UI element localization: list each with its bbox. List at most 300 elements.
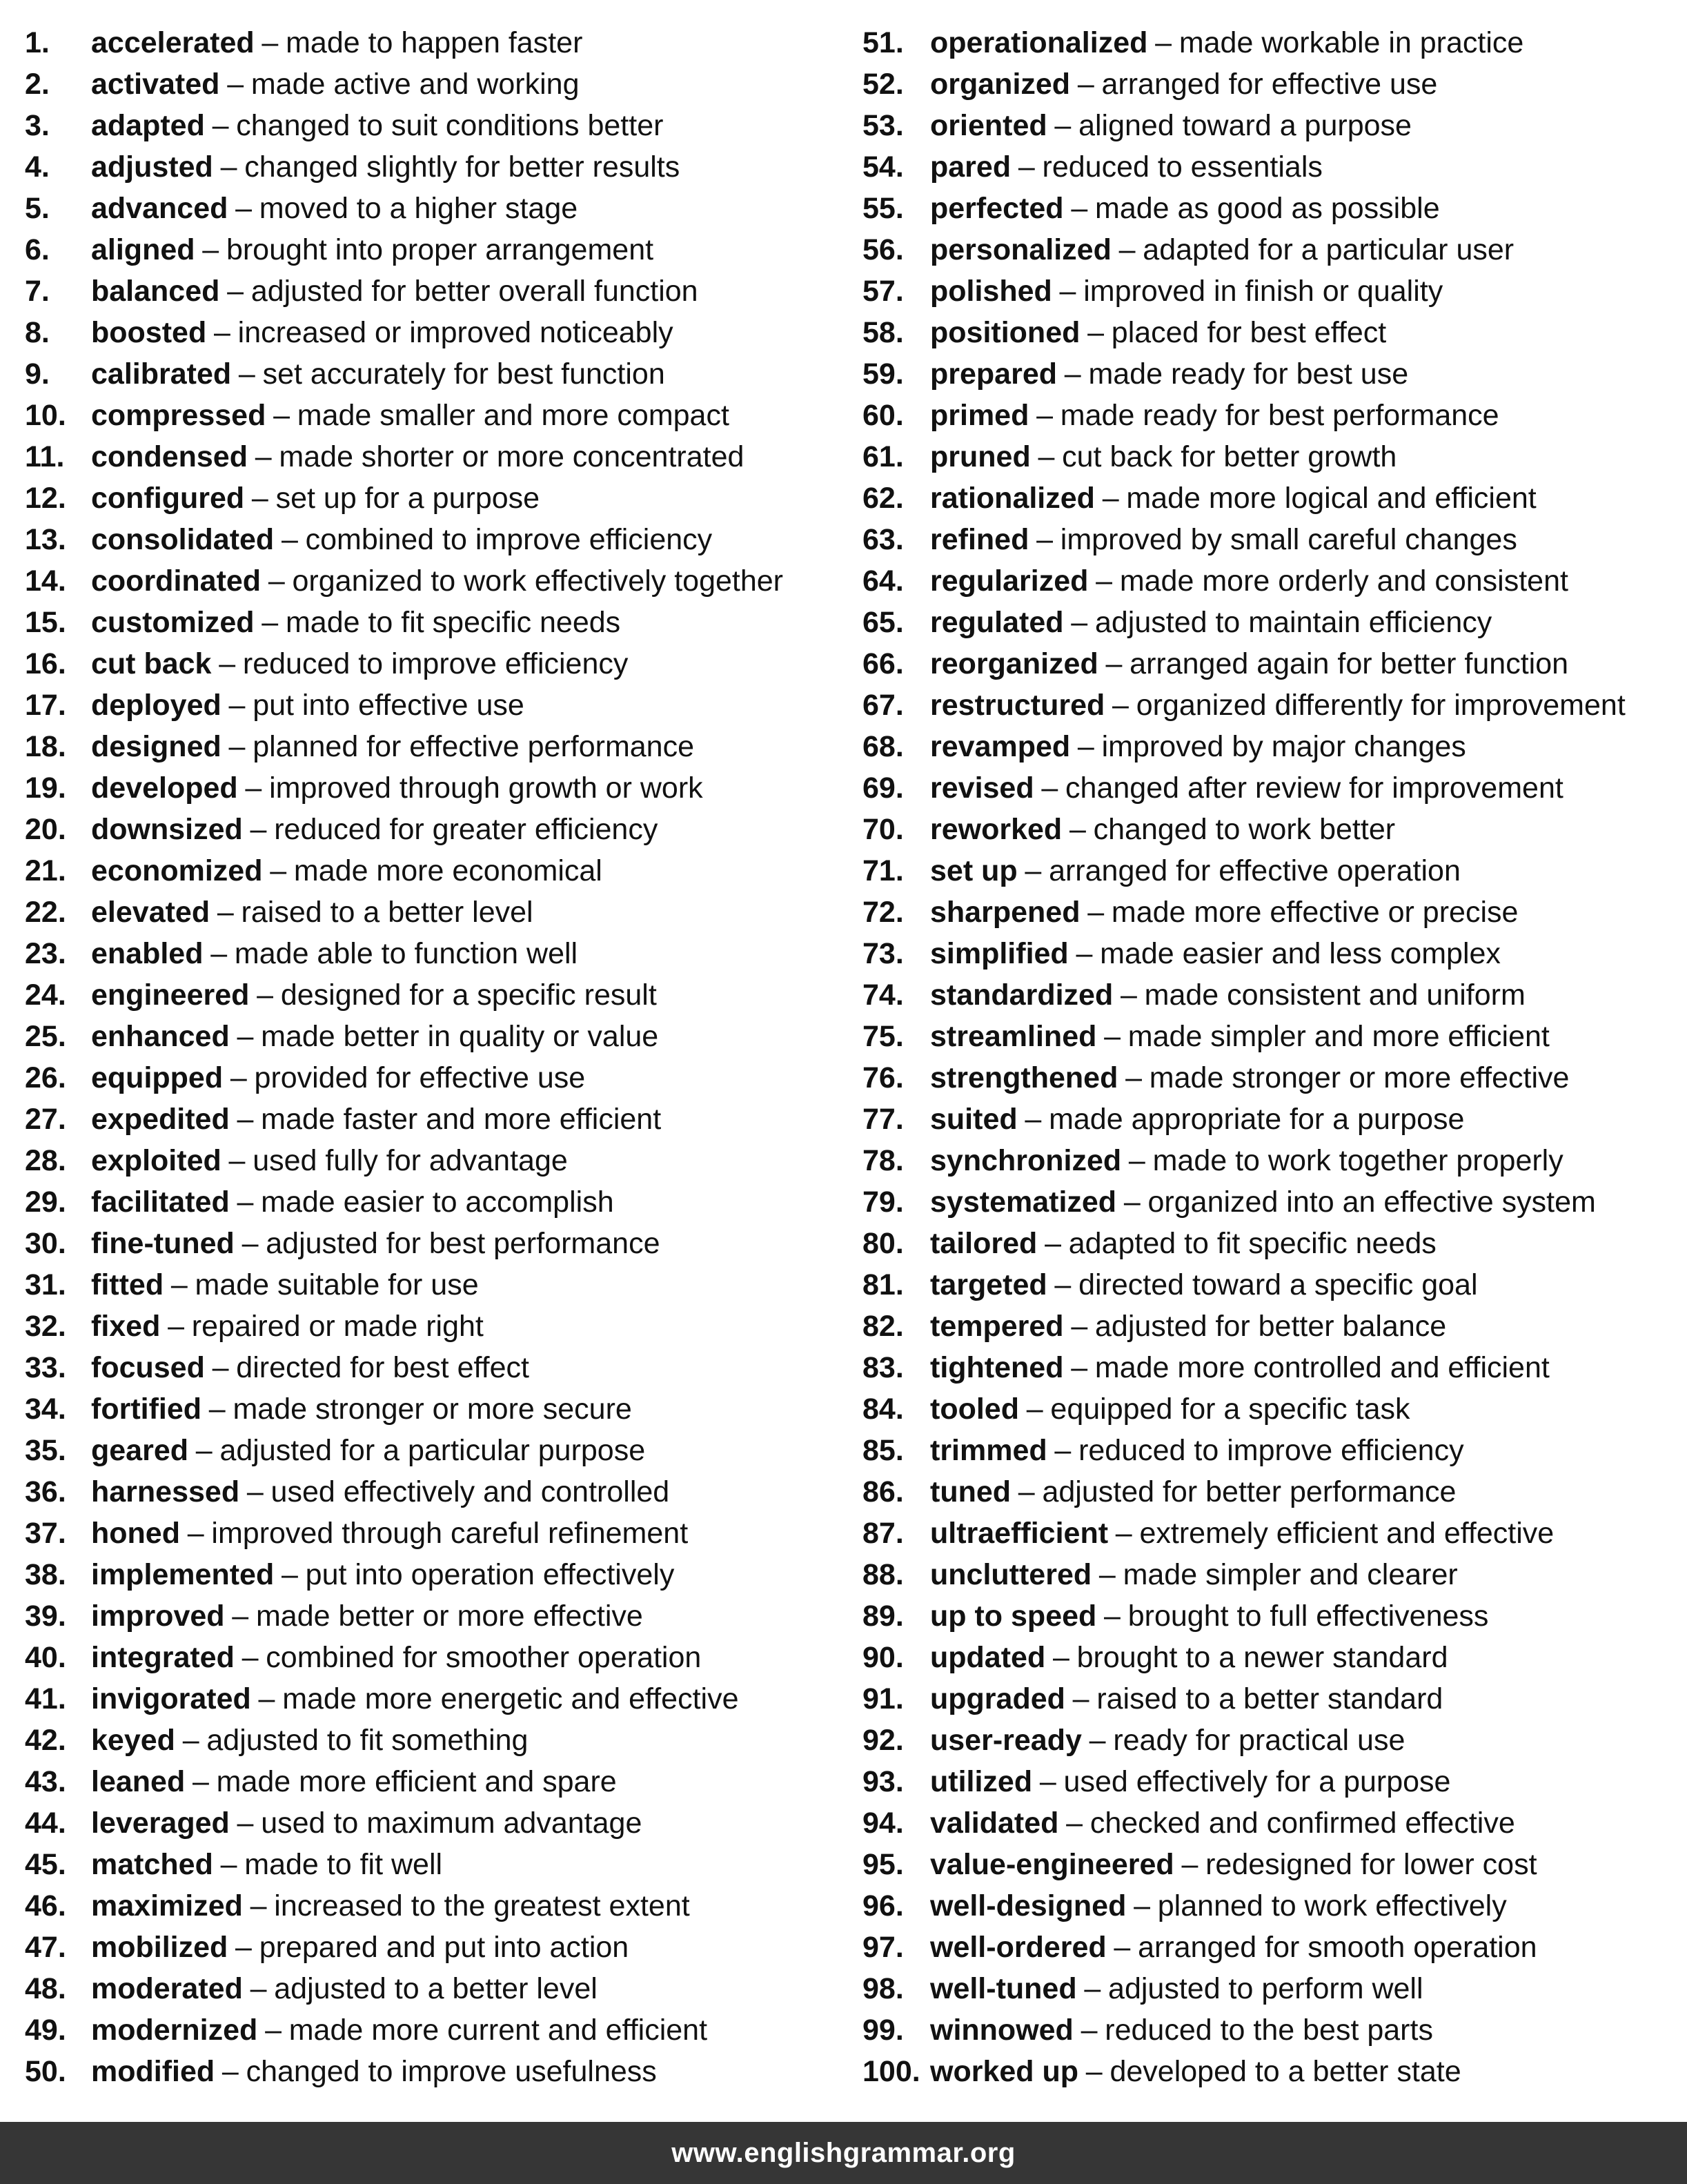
item-separator: – <box>1102 482 1119 515</box>
item-definition: raised to a better standard <box>1096 1682 1443 1715</box>
item-separator: – <box>168 1310 185 1343</box>
item-number: 58. <box>862 316 904 349</box>
list-item <box>25 229 846 270</box>
item-term: harnessed <box>91 1475 240 1508</box>
item-number: 13. <box>25 523 66 556</box>
item-number: 41. <box>25 1682 66 1715</box>
list-item <box>25 1595 846 1637</box>
item-number: 50. <box>25 2055 66 2088</box>
item-number: 21. <box>25 854 66 887</box>
item-separator: – <box>1104 1020 1121 1053</box>
list-item <box>25 1761 846 1802</box>
item-number: 83. <box>862 1351 904 1384</box>
item-number: 18. <box>25 730 66 763</box>
list-item <box>862 1223 1677 1264</box>
item-definition: prepared and put into action <box>259 1931 629 1964</box>
item-term: condensed <box>91 440 248 473</box>
item-definition: organized into an effective system <box>1147 1186 1596 1219</box>
item-definition: used effectively for a purpose <box>1063 1765 1451 1798</box>
item-separator: – <box>1096 564 1113 598</box>
item-definition: used effectively and controlled <box>270 1475 670 1508</box>
item-separator: – <box>1081 2014 1098 2047</box>
list-item <box>25 1554 846 1595</box>
item-separator: – <box>228 1144 246 1177</box>
list-item <box>862 229 1677 270</box>
list-item <box>25 1347 846 1388</box>
item-separator: – <box>1087 896 1105 929</box>
list-item <box>862 560 1677 602</box>
item-number: 12. <box>25 482 66 515</box>
item-separator: – <box>170 1268 188 1301</box>
item-term: upgraded <box>930 1682 1065 1715</box>
item-number: 96. <box>862 1889 904 1922</box>
item-number: 40. <box>25 1641 66 1674</box>
item-definition: adapted for a particular user <box>1143 233 1515 266</box>
item-term: validated <box>930 1807 1059 1840</box>
item-definition: adjusted for best performance <box>266 1227 660 1260</box>
item-definition: adjusted to perform well <box>1108 1972 1423 2005</box>
item-number: 63. <box>862 523 904 556</box>
item-term: tuned <box>930 1475 1012 1508</box>
item-separator: – <box>241 1227 259 1260</box>
item-definition: improved by small careful changes <box>1060 523 1517 556</box>
item-number: 14. <box>25 564 66 598</box>
item-definition: arranged for effective operation <box>1049 854 1461 887</box>
item-number: 8. <box>25 316 50 349</box>
item-number: 7. <box>25 275 50 308</box>
item-separator: – <box>1039 1765 1056 1798</box>
item-term: standardized <box>930 978 1114 1012</box>
item-term: reorganized <box>930 647 1098 680</box>
item-definition: developed to a better state <box>1109 2055 1461 2088</box>
item-number: 60. <box>862 399 904 432</box>
list-item <box>25 726 846 767</box>
list-item <box>25 560 846 602</box>
item-definition: made more orderly and consistent <box>1119 564 1568 598</box>
item-definition: redesigned for lower cost <box>1205 1848 1537 1881</box>
item-definition: placed for best effect <box>1111 316 1387 349</box>
item-term: revised <box>930 771 1034 805</box>
item-definition: brought into proper arrangement <box>226 233 654 266</box>
item-separator: – <box>1018 150 1035 184</box>
list-item <box>25 602 846 643</box>
item-definition: made suitable for use <box>195 1268 479 1301</box>
item-term: leveraged <box>91 1807 230 1840</box>
item-term: tailored <box>930 1227 1038 1260</box>
item-number: 69. <box>862 771 904 805</box>
item-separator: – <box>1125 1061 1143 1094</box>
list-item <box>862 602 1677 643</box>
list-item <box>25 1844 846 1885</box>
item-separator: – <box>1038 440 1055 473</box>
item-term: designed <box>91 730 221 763</box>
item-number: 76. <box>862 1061 904 1094</box>
item-separator: – <box>1087 316 1105 349</box>
item-number: 84. <box>862 1393 904 1426</box>
item-number: 33. <box>25 1351 66 1384</box>
item-definition: adjusted for a particular purpose <box>219 1434 646 1467</box>
list-item <box>25 1968 846 2009</box>
item-term: fitted <box>91 1268 164 1301</box>
list-item <box>25 850 846 892</box>
item-number: 74. <box>862 978 904 1012</box>
item-separator: – <box>238 357 255 391</box>
item-term: calibrated <box>91 357 232 391</box>
item-definition: made stronger or more secure <box>233 1393 632 1426</box>
item-number: 59. <box>862 357 904 391</box>
item-definition: checked and confirmed effective <box>1089 1807 1515 1840</box>
list-item <box>862 1554 1677 1595</box>
item-term: targeted <box>930 1268 1047 1301</box>
item-number: 24. <box>25 978 66 1012</box>
item-number: 47. <box>25 1931 66 1964</box>
item-separator: – <box>1069 813 1086 846</box>
item-number: 92. <box>862 1724 904 1757</box>
item-separator: – <box>250 813 267 846</box>
item-term: pared <box>930 150 1012 184</box>
item-term: mobilized <box>91 1931 228 1964</box>
list-item <box>25 63 846 105</box>
item-separator: – <box>230 1061 247 1094</box>
item-term: value-engineered <box>930 1848 1174 1881</box>
list-item <box>862 1802 1677 1844</box>
item-separator: – <box>281 1558 298 1591</box>
item-definition: adjusted to a better level <box>274 1972 598 2005</box>
item-number: 73. <box>862 937 904 970</box>
list-item <box>862 1016 1677 1057</box>
item-definition: adjusted for better overall function <box>250 275 698 308</box>
item-separator: – <box>213 316 230 349</box>
item-definition: ready for practical use <box>1113 1724 1405 1757</box>
item-separator: – <box>212 1351 229 1384</box>
item-term: configured <box>91 482 245 515</box>
item-separator: – <box>235 1931 252 1964</box>
item-definition: set accurately for best function <box>262 357 665 391</box>
item-separator: – <box>1089 1724 1106 1757</box>
item-number: 9. <box>25 357 50 391</box>
item-term: economized <box>91 854 263 887</box>
item-definition: made more current and efficient <box>288 2014 708 2047</box>
list-item <box>25 1678 846 1720</box>
item-definition: set up for a purpose <box>275 482 540 515</box>
item-term: ultraefficient <box>930 1517 1109 1550</box>
item-definition: made to work together properly <box>1152 1144 1563 1177</box>
list-item <box>862 1761 1677 1802</box>
item-definition: made to fit well <box>244 1848 443 1881</box>
item-definition: made more efficient and spare <box>216 1765 617 1798</box>
item-term: suited <box>930 1103 1018 1136</box>
item-definition: directed for best effect <box>236 1351 529 1384</box>
list-item <box>25 1471 846 1513</box>
item-number: 6. <box>25 233 50 266</box>
item-definition: aligned toward a purpose <box>1078 109 1412 142</box>
item-number: 100. <box>862 2055 920 2088</box>
item-number: 81. <box>862 1268 904 1301</box>
item-definition: planned to work effectively <box>1157 1889 1507 1922</box>
list-item <box>25 353 846 395</box>
list-item <box>862 1927 1677 1968</box>
item-definition: put into effective use <box>253 689 524 722</box>
item-definition: made ready for best performance <box>1060 399 1499 432</box>
item-number: 25. <box>25 1020 66 1053</box>
item-definition: equipped for a specific task <box>1050 1393 1410 1426</box>
item-number: 57. <box>862 275 904 308</box>
item-definition: directed toward a specific goal <box>1078 1268 1478 1301</box>
list-item <box>25 1306 846 1347</box>
item-term: enhanced <box>91 1020 230 1053</box>
item-number: 1. <box>25 26 50 59</box>
item-separator: – <box>250 1972 267 2005</box>
item-term: consolidated <box>91 523 275 556</box>
item-definition: made stronger or more effective <box>1149 1061 1570 1094</box>
item-term: focused <box>91 1351 205 1384</box>
list-item <box>25 1223 846 1264</box>
item-number: 10. <box>25 399 66 432</box>
item-definition: provided for effective use <box>254 1061 586 1094</box>
item-number: 88. <box>862 1558 904 1591</box>
list-item <box>862 643 1677 685</box>
item-separator: – <box>245 771 262 805</box>
list-item <box>25 1388 846 1430</box>
item-separator: – <box>1076 937 1093 970</box>
item-separator: – <box>273 399 290 432</box>
item-separator: – <box>1071 192 1088 225</box>
item-term: activated <box>91 68 220 101</box>
item-separator: – <box>195 1434 213 1467</box>
item-term: fortified <box>91 1393 202 1426</box>
list-item <box>862 850 1677 892</box>
item-term: coordinated <box>91 564 262 598</box>
item-separator: – <box>1123 1186 1141 1219</box>
item-term: modified <box>91 2055 215 2088</box>
item-term: engineered <box>91 978 250 1012</box>
list-item <box>25 974 846 1016</box>
list-item <box>25 1099 846 1140</box>
list-item <box>25 1057 846 1099</box>
list-item <box>25 1927 846 1968</box>
item-number: 80. <box>862 1227 904 1260</box>
item-separator: – <box>258 1682 275 1715</box>
item-separator: – <box>1098 1558 1116 1591</box>
list-item <box>862 1181 1677 1223</box>
list-item <box>25 892 846 933</box>
footer-bar <box>0 2122 1687 2184</box>
item-number: 97. <box>862 1931 904 1964</box>
item-separator: – <box>220 150 237 184</box>
item-separator: – <box>227 68 244 101</box>
list-item <box>25 436 846 478</box>
item-definition: increased or improved noticeably <box>237 316 673 349</box>
item-number: 98. <box>862 1972 904 2005</box>
item-definition: made easier to accomplish <box>261 1186 614 1219</box>
item-separator: – <box>237 1807 254 1840</box>
item-term: equipped <box>91 1061 224 1094</box>
list-item <box>862 933 1677 974</box>
item-number: 85. <box>862 1434 904 1467</box>
item-term: moderated <box>91 1972 243 2005</box>
item-separator: – <box>187 1517 204 1550</box>
item-number: 56. <box>862 233 904 266</box>
item-number: 87. <box>862 1517 904 1550</box>
list-item <box>862 312 1677 353</box>
item-separator: – <box>1036 399 1054 432</box>
list-item <box>862 146 1677 188</box>
item-number: 70. <box>862 813 904 846</box>
item-separator: – <box>208 1393 226 1426</box>
item-separator: – <box>1077 68 1094 101</box>
item-number: 15. <box>25 606 66 639</box>
item-term: systematized <box>930 1186 1117 1219</box>
item-definition: improved by major changes <box>1101 730 1466 763</box>
item-term: well-tuned <box>930 1972 1077 2005</box>
item-term: adjusted <box>91 150 213 184</box>
item-number: 11. <box>25 440 65 473</box>
item-separator: – <box>1026 1393 1043 1426</box>
item-separator: – <box>1112 689 1129 722</box>
list-item <box>862 2051 1677 2092</box>
list-item <box>25 643 846 685</box>
item-term: reworked <box>930 813 1063 846</box>
item-definition: reduced for greater efficiency <box>274 813 658 846</box>
list-item <box>25 270 846 312</box>
item-definition: made active and working <box>250 68 580 101</box>
item-separator: – <box>265 2014 282 2047</box>
item-definition: made faster and more efficient <box>261 1103 662 1136</box>
item-separator: – <box>246 1475 264 1508</box>
item-definition: adapted to fit specific needs <box>1068 1227 1437 1260</box>
item-term: integrated <box>91 1641 235 1674</box>
list-item <box>862 1471 1677 1513</box>
list-item <box>25 809 846 850</box>
item-definition: extremely efficient and effective <box>1139 1517 1555 1550</box>
item-number: 5. <box>25 192 50 225</box>
item-number: 51. <box>862 26 904 59</box>
item-separator: – <box>1118 233 1136 266</box>
item-number: 54. <box>862 150 904 184</box>
item-term: advanced <box>91 192 228 225</box>
item-term: rationalized <box>930 482 1095 515</box>
list-item <box>862 105 1677 146</box>
item-term: tightened <box>930 1351 1064 1384</box>
item-number: 29. <box>25 1186 66 1219</box>
list-item <box>862 1678 1677 1720</box>
item-definition: arranged for effective use <box>1101 68 1438 101</box>
item-number: 44. <box>25 1807 66 1840</box>
item-definition: changed to suit conditions better <box>236 109 664 142</box>
item-definition: improved through careful refinement <box>211 1517 689 1550</box>
item-definition: repaired or made right <box>191 1310 484 1343</box>
item-definition: moved to a higher stage <box>259 192 578 225</box>
item-definition: improved in finish or quality <box>1083 275 1443 308</box>
item-number: 30. <box>25 1227 66 1260</box>
list-item <box>862 892 1677 933</box>
item-definition: changed slightly for better results <box>244 150 680 184</box>
list-item <box>862 1099 1677 1140</box>
item-separator: – <box>1072 1682 1089 1715</box>
item-term: regulated <box>930 606 1064 639</box>
list-item <box>862 1885 1677 1927</box>
item-separator: – <box>232 1600 249 1633</box>
item-definition: used fully for advantage <box>253 1144 568 1177</box>
item-separator: – <box>220 1848 237 1881</box>
item-definition: adjusted to fit something <box>206 1724 529 1757</box>
item-definition: changed after review for improvement <box>1065 771 1563 805</box>
item-separator: – <box>251 482 268 515</box>
item-separator: – <box>1036 523 1054 556</box>
item-separator: – <box>1071 1310 1088 1343</box>
item-term: revamped <box>930 730 1071 763</box>
list-item <box>25 1264 846 1306</box>
item-term: fine-tuned <box>91 1227 235 1260</box>
item-separator: – <box>228 730 246 763</box>
item-term: personalized <box>930 233 1112 266</box>
item-definition: adjusted to maintain efficiency <box>1094 606 1492 639</box>
item-separator: – <box>262 26 279 59</box>
item-term: customized <box>91 606 255 639</box>
item-definition: made more logical and efficient <box>1126 482 1537 515</box>
item-separator: – <box>1041 771 1058 805</box>
word-list-right-column <box>862 22 1677 2092</box>
item-definition: reduced to improve efficiency <box>242 647 629 680</box>
item-number: 61. <box>862 440 904 473</box>
list-item <box>25 685 846 726</box>
item-separator: – <box>1025 854 1042 887</box>
item-number: 64. <box>862 564 904 598</box>
item-term: facilitated <box>91 1186 230 1219</box>
list-item <box>862 1388 1677 1430</box>
item-term: primed <box>930 399 1029 432</box>
item-separator: – <box>257 978 274 1012</box>
item-definition: brought to full effectiveness <box>1127 1600 1489 1633</box>
item-number: 93. <box>862 1765 904 1798</box>
item-number: 20. <box>25 813 66 846</box>
item-definition: increased to the greatest extent <box>274 1889 690 1922</box>
list-item <box>25 1016 846 1057</box>
footer-website-link[interactable]: www.englishgrammar.org <box>671 2137 1016 2168</box>
item-separator: – <box>237 1020 254 1053</box>
item-term: tempered <box>930 1310 1064 1343</box>
list-item <box>25 2051 846 2092</box>
item-definition: adjusted for better performance <box>1042 1475 1457 1508</box>
item-number: 67. <box>862 689 904 722</box>
list-item <box>25 105 846 146</box>
item-definition: made to happen faster <box>286 26 583 59</box>
item-separator: – <box>1181 1848 1198 1881</box>
item-term: elevated <box>91 896 210 929</box>
list-item <box>862 974 1677 1016</box>
item-term: winnowed <box>930 2014 1074 2047</box>
list-item <box>25 1637 846 1678</box>
item-number: 17. <box>25 689 66 722</box>
item-definition: organized to work effectively together <box>292 564 783 598</box>
item-definition: reduced to the best parts <box>1105 2014 1433 2047</box>
item-separator: – <box>255 440 272 473</box>
item-term: matched <box>91 1848 213 1881</box>
item-term: operationalized <box>930 26 1148 59</box>
item-definition: made to fit specific needs <box>285 606 621 639</box>
item-separator: – <box>270 854 287 887</box>
item-definition: made better in quality or value <box>261 1020 659 1053</box>
list-item <box>25 1885 846 1927</box>
list-item <box>862 436 1677 478</box>
item-definition: made consistent and uniform <box>1144 978 1526 1012</box>
item-separator: – <box>221 2055 239 2088</box>
item-definition: made more controlled and efficient <box>1094 1351 1550 1384</box>
item-separator: – <box>212 109 229 142</box>
item-term: oriented <box>930 109 1047 142</box>
item-definition: made ready for best use <box>1088 357 1409 391</box>
item-definition: made able to function well <box>234 937 578 970</box>
